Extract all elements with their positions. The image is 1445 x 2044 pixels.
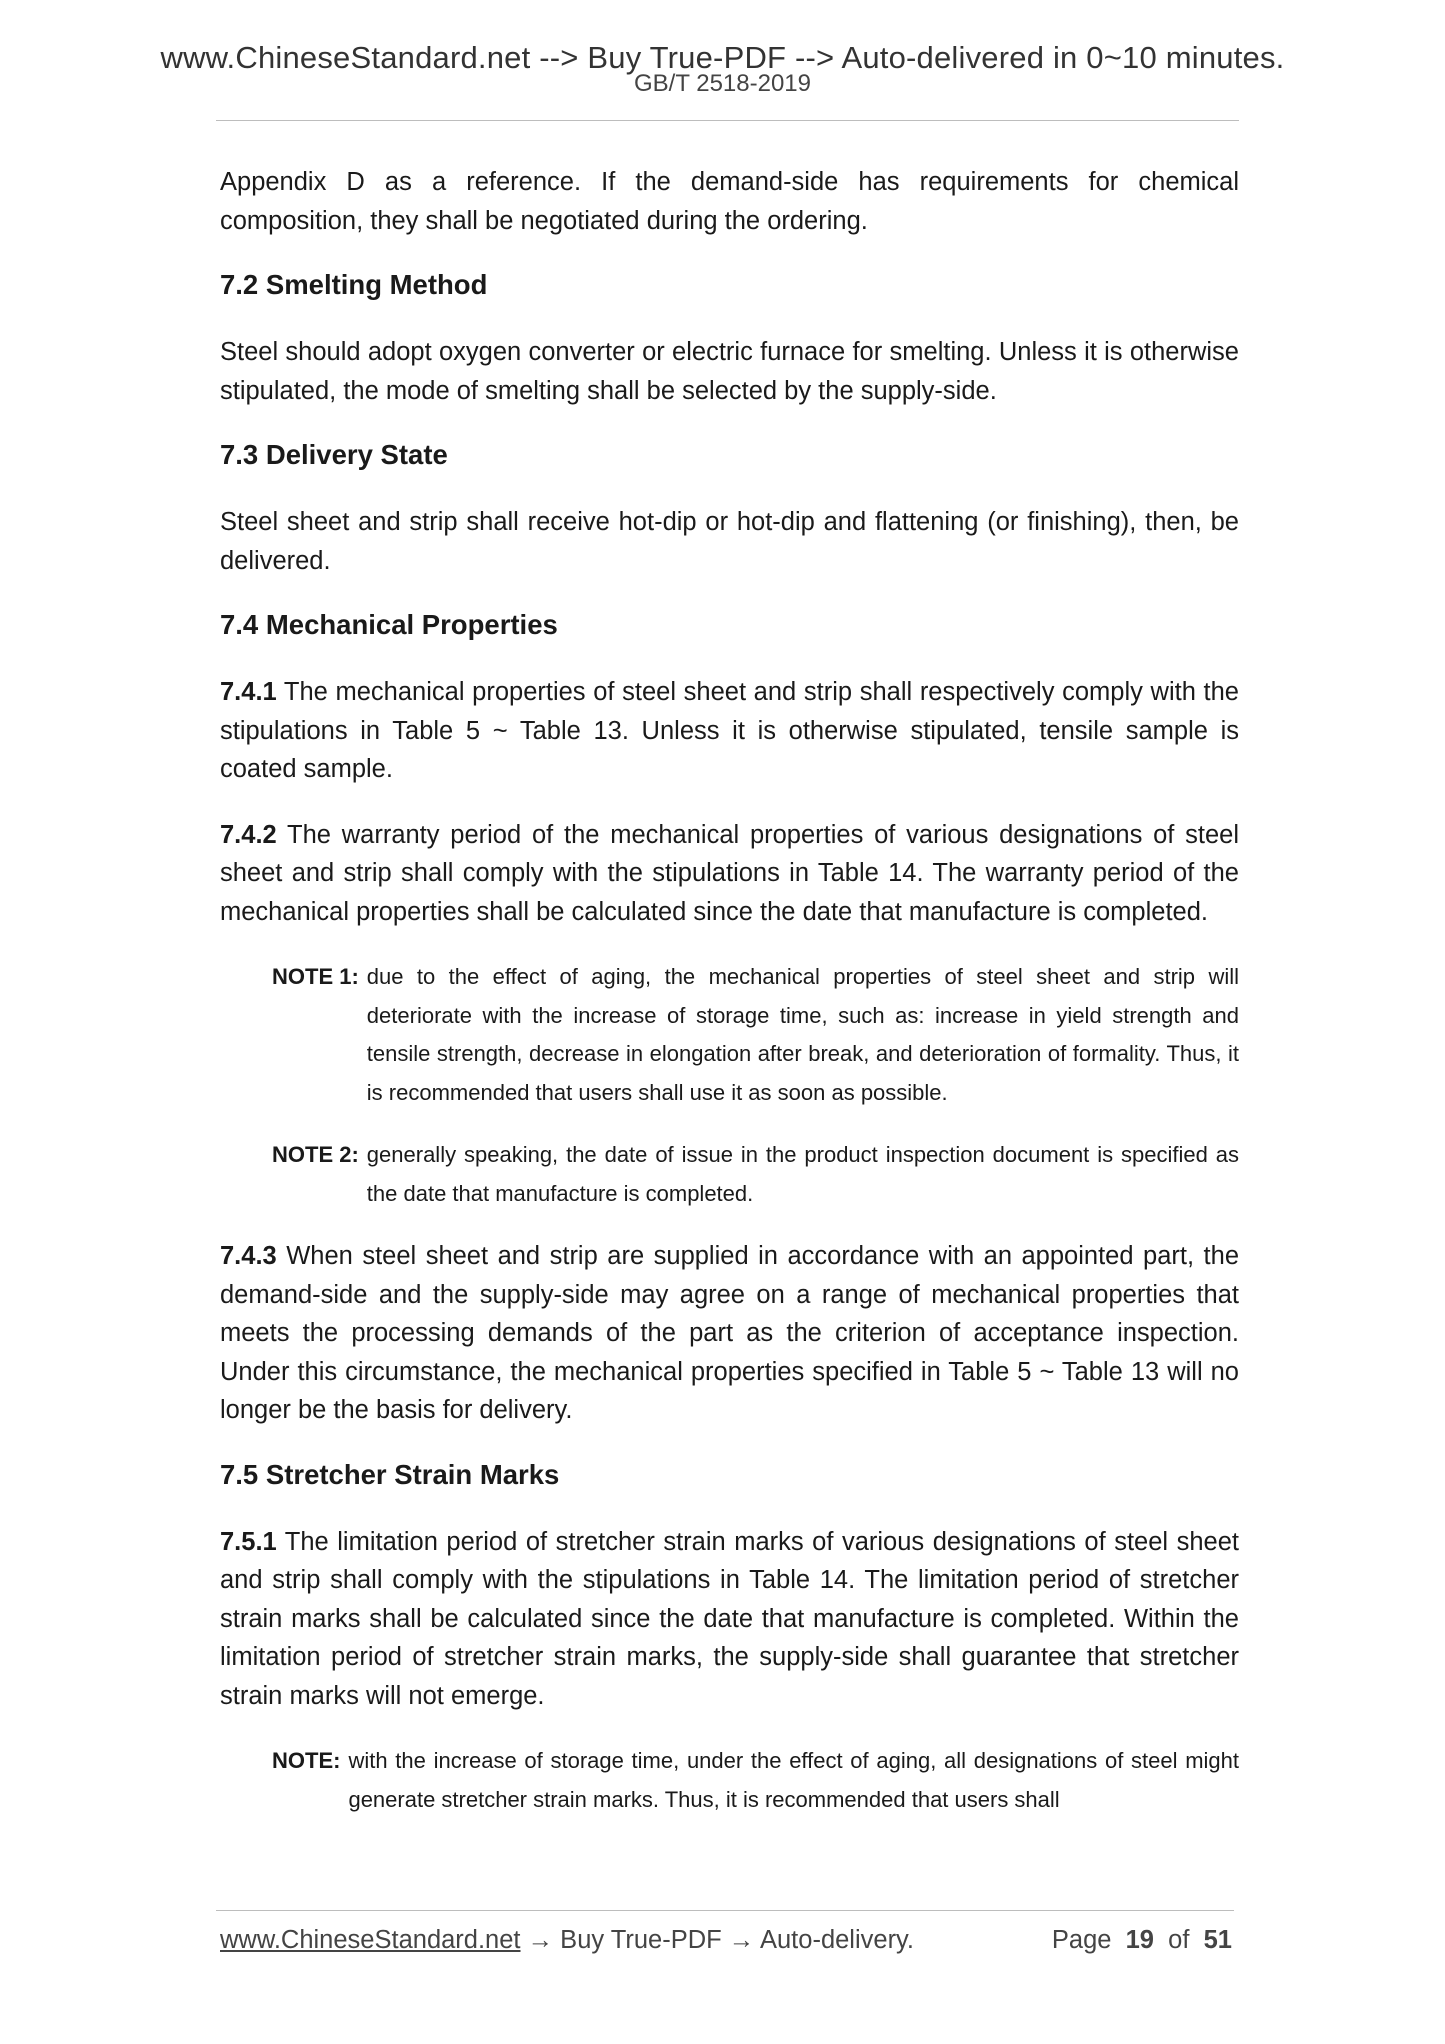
paragraph-7-2: Steel should adopt oxygen converter or electric furnace for smelting. Unless it is otherwise stipulated, the mode of smelting shall be selected by the supply-side. <box>220 338 1239 405</box>
paragraph-7-5-1 <box>220 1523 1239 1716</box>
clause-number: 7.5.1 <box>220 1527 277 1556</box>
clause-text: The mechanical properties of steel sheet and strip shall respectively comply with the stipulations in Table 5 ~ Table 13. Unless it is otherwise stipulated, tensile sample is coated sample. <box>220 678 1239 783</box>
page-footer <box>220 1926 1232 1955</box>
heading-7-5: 7.5 Stretcher Strain Marks <box>220 1458 560 1490</box>
page-of: of <box>1168 1926 1190 1954</box>
footer-tagline: → Buy True-PDF → Auto-delivery. <box>520 1926 914 1954</box>
page-current: 19 <box>1125 1926 1154 1954</box>
note-label: NOTE: <box>272 1748 341 1773</box>
note-3 <box>272 1742 1239 1819</box>
paragraph-7-4-3 <box>220 1237 1239 1430</box>
note-text: generally speaking, the date of issue in the product inspection document is specified as the date that manufacture is completed. <box>366 1142 1239 1206</box>
clause-text: When steel sheet and strip are supplied in accordance with an appointed part, the demand-side and the supply-side may agree on a range of mechanical properties that meets the processing demands of the part as the criterion of acceptance inspection. Under this circumstance, the mechanical properties specified in Table 5 ~ Table 13 will no longer be the basis for delivery. <box>220 1242 1239 1424</box>
heading-7-4: 7.4 Mechanical Properties <box>220 609 558 640</box>
page-label: Page <box>1051 1926 1112 1954</box>
page-indicator <box>1052 1926 1232 1955</box>
note-1 <box>272 958 1239 1112</box>
note-2 <box>272 1136 1239 1213</box>
footer-site-link[interactable]: www.ChineseStandard.net <box>220 1926 521 1954</box>
standard-code: GB/T 2518-2019 <box>633 70 811 97</box>
footer-left <box>220 1926 914 1955</box>
paragraph-7-4-2 <box>220 816 1239 932</box>
page-total: 51 <box>1203 1926 1232 1954</box>
clause-text: The limitation period of stretcher strain marks of various designations of steel sheet and strip shall comply with the stipulations in Table 14. The limitation period of stretcher strain marks shall be calculated since the date that manufacture is completed. Within the limitation period of stretcher strain marks, the supply-side shall guarantee that stretcher strain marks will not emerge. <box>220 1527 1239 1710</box>
note-label: NOTE 1: <box>272 964 359 989</box>
paragraph-7-4-1 <box>220 673 1239 789</box>
header-banner: www.ChineseStandard.net --> Buy True-PDF --> Auto-delivered in 0~10 minutes. <box>160 40 1285 75</box>
footer-divider <box>216 1910 1234 1911</box>
heading-7-2: 7.2 Smelting Method <box>220 269 488 300</box>
clause-number: 7.4.2 <box>220 820 277 849</box>
intro-paragraph: Appendix D as a reference. If the demand-side has requirements for chemical composition, they shall be negotiated during the ordering. <box>220 168 1239 235</box>
heading-7-3: 7.3 Delivery State <box>220 439 448 470</box>
note-label: NOTE 2: <box>272 1142 359 1167</box>
note-text: with the increase of storage time, under the effect of aging, all designations of steel might generate stretcher strain marks. Thus, it is recommended that users shall <box>348 1748 1239 1812</box>
clause-number: 7.4.1 <box>220 678 277 706</box>
note-text: due to the effect of aging, the mechanical properties of steel sheet and strip will deteriorate with the increase of storage time, such as: increase in yield strength and tensile strength, decrease in elongation after break, and deterioration of formality. Thus, it is recommended that users shall use it as soon as possible. <box>366 964 1239 1105</box>
paragraph-7-3: Steel sheet and strip shall receive hot-dip or hot-dip and flattening (or finishing), then, be delivered. <box>220 508 1239 575</box>
clause-text: The warranty period of the mechanical properties of various designations of steel sheet and strip shall comply with the stipulations in Table 14. The warranty period of the mechanical properties shall be calculated since the date that manufacture is completed. <box>220 820 1239 926</box>
header-divider <box>216 120 1239 121</box>
page-content <box>220 163 1239 1819</box>
clause-number: 7.4.3 <box>220 1242 277 1270</box>
